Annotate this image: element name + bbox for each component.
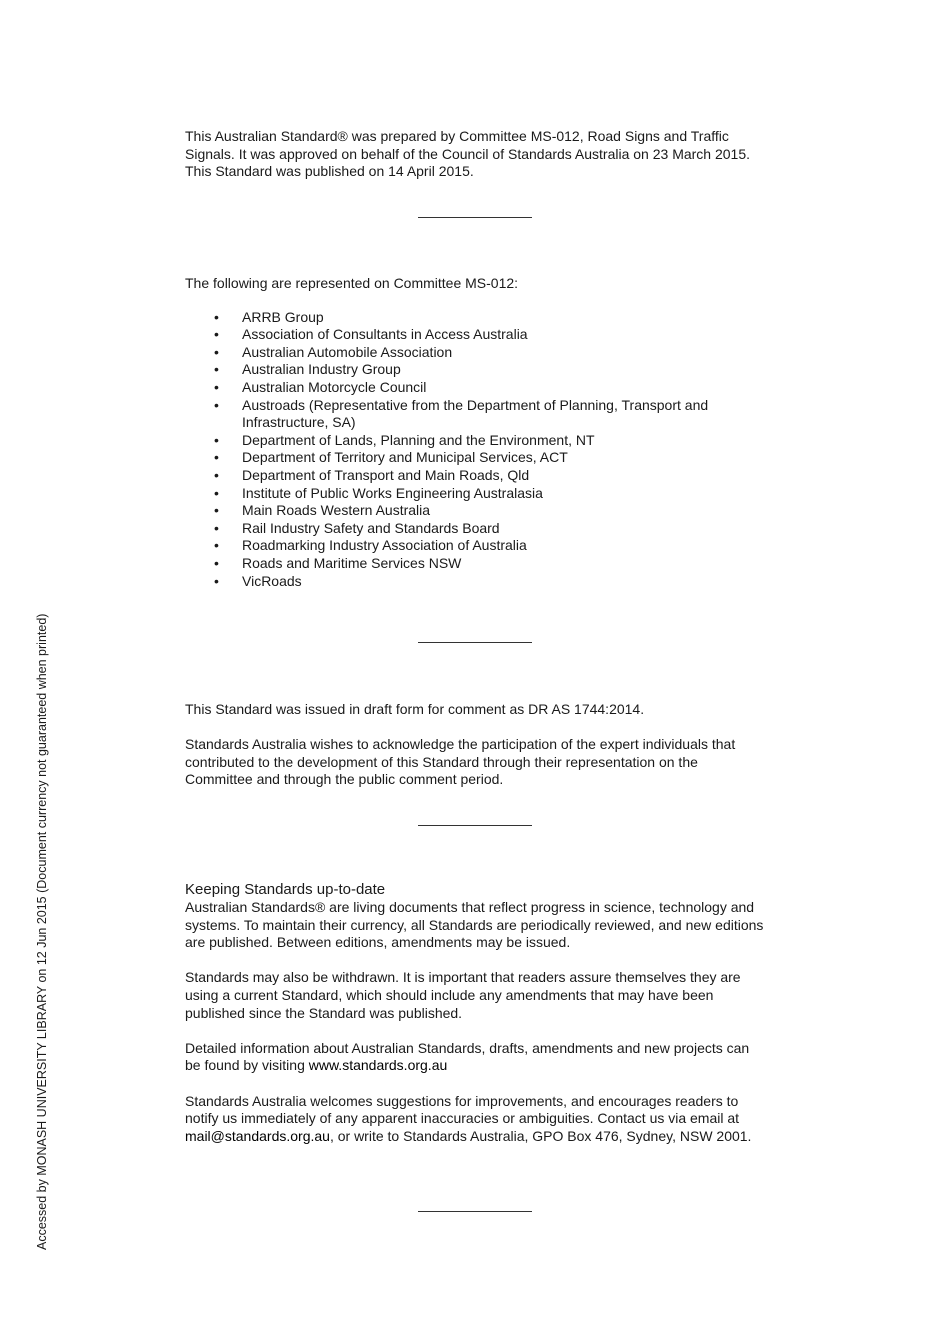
paragraph-line — [185, 1128, 770, 1146]
paragraph-line: Detailed information about Australian Standards, drafts, amendments and new projects can — [185, 1039, 750, 1056]
website-link[interactable]: www.standards.org.au — [308, 1057, 448, 1074]
draft-issued-text: This Standard was issued in draft form for comment as DR AS 1744:2014. — [185, 701, 645, 717]
list-item: • Department of Lands, Planning and the Environment, NT — [185, 432, 720, 450]
prep-line: Signals. It was approved on behalf of the Council of Standards Australia on 23 March 2015. — [185, 145, 751, 162]
list-item: • Main Roads Western Australia — [185, 502, 720, 520]
preparation-notice — [185, 128, 770, 181]
section-heading: Keeping Standards up-to-date — [185, 881, 386, 898]
section-divider — [418, 1211, 532, 1212]
paragraph-line: systems. To maintain their currency, all Standards are periodically reviewed, and new editions — [185, 916, 764, 933]
list-item: • Rail Industry Safety and Standards Board — [185, 520, 720, 538]
list-item: • Austroads (Representative from the Department of Planning, Transport and Infrastructure, SA) — [185, 397, 720, 432]
paragraph-line: Standards Australia welcomes suggestions for improvements, and encourages readers to — [185, 1092, 739, 1109]
keeping-up-to-date-section — [185, 881, 770, 1145]
committee-member-list — [185, 309, 720, 591]
paragraph-line: notify us immediately of any apparent inaccuracies or ambiguities. Contact us via email at — [185, 1110, 740, 1127]
section-divider — [418, 825, 532, 826]
list-item: • ARRB Group — [185, 309, 720, 327]
list-item: • Roads and Maritime Services NSW — [185, 555, 720, 573]
prep-line: This Australian Standard® was prepared by Committee MS-012, Road Signs and Traffic — [185, 128, 729, 144]
paragraph-text: , or write to Standards Australia, GPO Box 476, Sydney, NSW 2001. — [329, 1127, 752, 1144]
list-item: • Australian Industry Group — [185, 361, 720, 379]
list-item: • VicRoads — [185, 573, 720, 591]
paragraph-line: using a current Standard, which should include any amendments that may have been — [185, 986, 714, 1003]
committee-intro: The following are represented on Committee MS-012: — [185, 275, 519, 291]
acknowledgement-line: Standards Australia wishes to acknowledge the participation of the expert individuals that — [185, 736, 736, 753]
list-item: • Department of Territory and Municipal Services, ACT — [185, 449, 720, 467]
paragraph-line: Australian Standards® are living documents that reflect progress in science, technology and — [185, 899, 755, 915]
acknowledgement-line: contributed to the development of this Standard through their representation on the — [185, 753, 698, 770]
committee-section — [185, 275, 770, 590]
list-item: • Australian Automobile Association — [185, 344, 720, 362]
section-divider — [418, 217, 532, 218]
list-item: • Australian Motorcycle Council — [185, 379, 720, 397]
list-item: • Institute of Public Works Engineering Australasia — [185, 485, 720, 503]
access-watermark: Accessed by MONASH UNIVERSITY LIBRARY on 12 Jun 2015 (Document currency not guaranteed when printed) — [35, 613, 49, 1250]
paragraph-line: Standards may also be withdrawn. It is important that readers assure themselves they are — [185, 969, 741, 986]
list-item: • Department of Transport and Main Roads, Qld — [185, 467, 720, 485]
acknowledgement-line: Committee and through the public comment period. — [185, 771, 504, 788]
section-divider — [418, 642, 532, 643]
paragraph-line: are published. Between editions, amendments may be issued. — [185, 934, 571, 951]
paragraph-line — [185, 1057, 770, 1075]
list-item: • Roadmarking Industry Association of Australia — [185, 537, 720, 555]
email-link[interactable]: mail@standards.org.au — [185, 1127, 330, 1144]
paragraph-text: be found by visiting — [185, 1057, 309, 1074]
list-item: • Association of Consultants in Access Australia — [185, 326, 720, 344]
draft-notice — [185, 701, 770, 789]
paragraph-line: published since the Standard was published. — [185, 1004, 463, 1021]
prep-line: This Standard was published on 14 April 2015. — [185, 163, 474, 180]
